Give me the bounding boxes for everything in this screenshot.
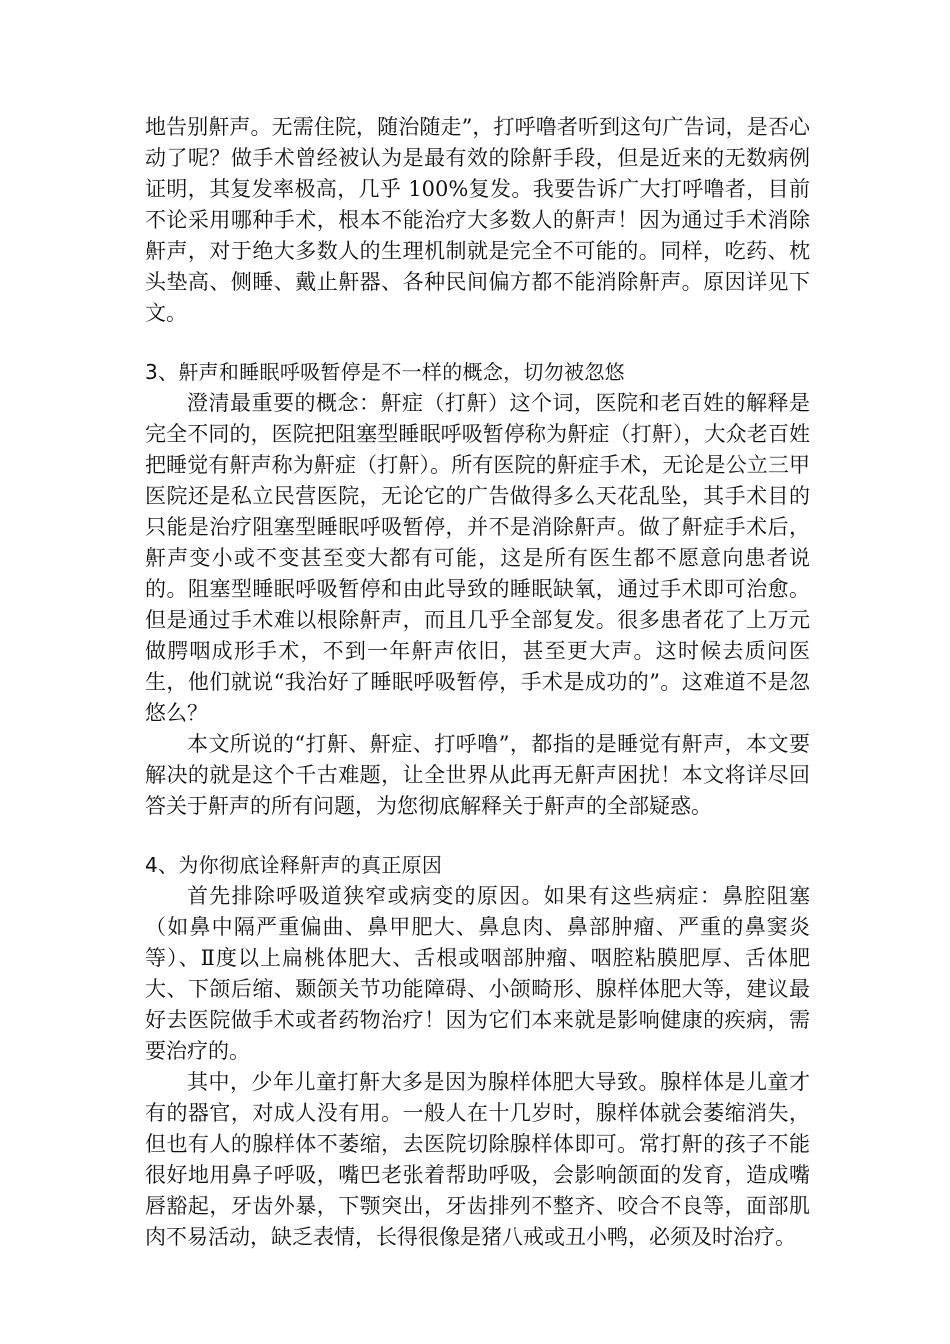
section-4-paragraph-2: 其中，少年儿童打鼾大多是因为腺样体肥大导致。腺样体是儿童才有的器官，对成人没有用。一般人在十几岁时，腺样体就会萎缩消失，但也有人的腺样体不萎缩，去医院切除腺样体即可。常打鼾的孩子不能很好地用鼻子呼吸，嘴巴老张着帮助呼吸，会影响颌面的发育，造成嘴唇豁起，牙齿外暴，下颚突出，牙齿排列不整齐、咬合不良等，面部肌肉不易活动，缺乏表情，长得很像是猪八戒或丑小鸭，必须及时治疗。 — [145, 1070, 810, 1249]
section-3-heading: 3、鼾声和睡眠呼吸暂停是不一样的概念，切勿被忽悠 — [145, 360, 625, 384]
section-4-paragraph-1: 首先排除呼吸道狭窄或病变的原因。如果有这些病症：鼻腔阻塞（如鼻中隔严重偏曲、鼻甲肥大、鼻息肉、鼻部肿瘤、严重的鼻窦炎等）、Ⅱ度以上扁桃体肥大、舌根或咽部肿瘤、咽腔粘膜肥厚、舌体肥大、下颌后缩、颞颌关节功能障碍、小颌畸形、腺样体肥大等，建议最好去医院做手术或者药物治疗！因为它们本来就是影响健康的疾病，需要治疗的。 — [145, 884, 810, 1063]
document-body — [145, 112, 810, 1253]
section-3-paragraph-1: 澄清最重要的概念：鼾症（打鼾）这个词，医院和老百姓的解释是完全不同的，医院把阻塞型睡眠呼吸暂停称为鼾症（打鼾），大众老百姓把睡觉有鼾声称为鼾症（打鼾）。所有医院的鼾症手术，无论是公立三甲医院还是私立民营医院，无论它的广告做得多么天花乱坠，其手术目的只能是治疗阻塞型睡眠呼吸暂停，并不是消除鼾声。做了鼾症手术后，鼾声变小或不变甚至变大都有可能，这是所有医生都不愿意向患者说的。阻塞型睡眠呼吸暂停和由此导致的睡眠缺氧，通过手术即可治愈。但是通过手术难以根除鼾声，而且几乎全部复发。很多患者花了上万元做腭咽成形手术，不到一年鼾声依旧，甚至更大声。这时候去质问医生，他们就说“我治好了睡眠呼吸暂停，手术是成功的”。这难道不是忽悠么？ — [145, 391, 810, 725]
section-3-paragraph-2: 本文所说的“打鼾、鼾症、打呼噜”，都指的是睡觉有鼾声，本文要解决的就是这个千古难题，让全世界从此再无鼾声困扰！本文将详尽回答关于鼾声的所有问题，为您彻底解释关于鼾声的全部疑惑。 — [145, 732, 810, 818]
intro-paragraph: 地告别鼾声。无需住院，随治随走”，打呼噜者听到这句广告词，是否心动了呢？做手术曾经被认为是最有效的除鼾手段，但是近来的无数病例证明，其复发率极高，几乎 100%复发。我要告诉广大打呼噜者，目前不论采用哪种手术，根本不能治疗大多数人的鼾声！因为通过手术消除鼾声，对于绝大多数人的生理机制就是完全不可能的。同样，吃药、枕头垫高、侧睡、戴止鼾器、各种民间偏方都不能消除鼾声。原因详见下文。 — [145, 115, 810, 325]
section-4-heading: 4、为你彻底诠释鼾声的真正原因 — [145, 853, 443, 877]
